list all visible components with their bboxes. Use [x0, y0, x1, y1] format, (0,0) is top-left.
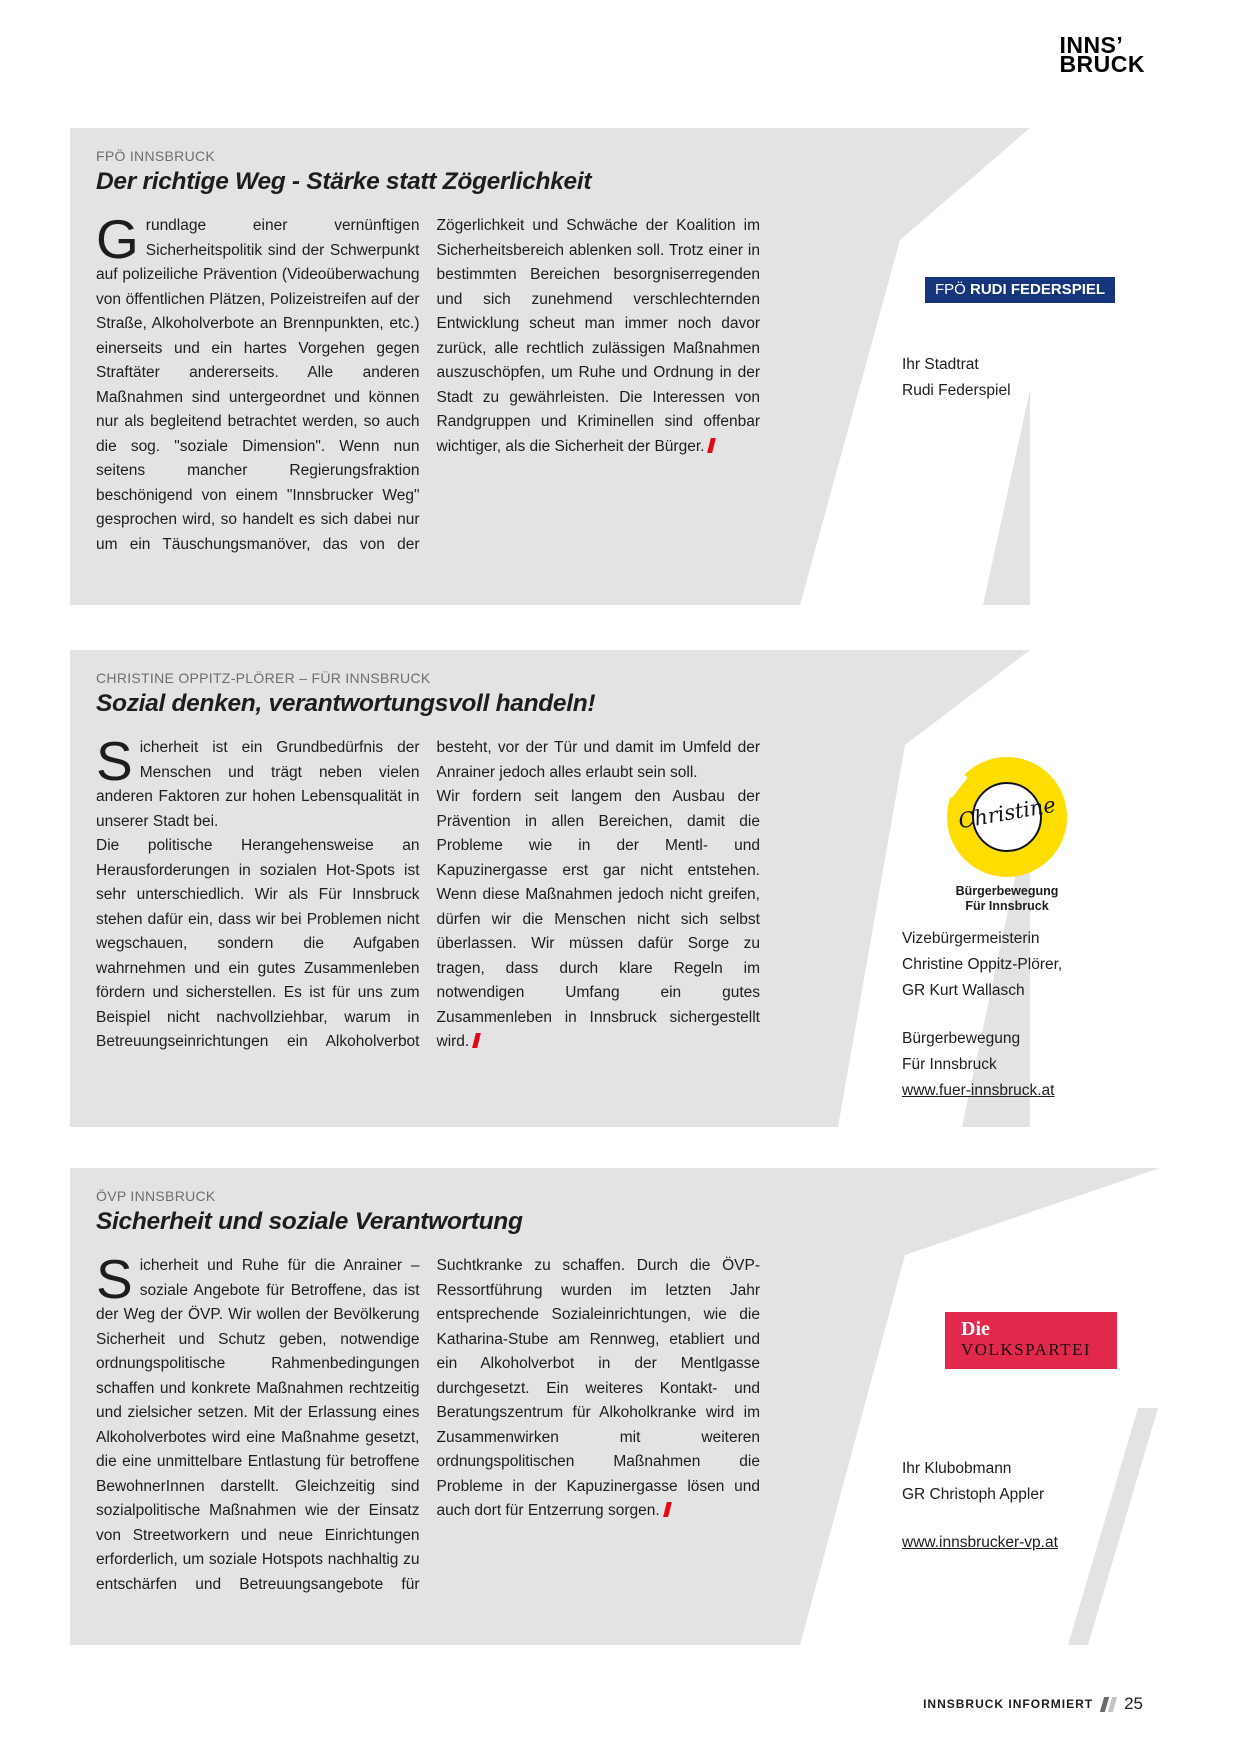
paragraph: Sicherheit und Ruhe für die Anrainer – soziale Angebote für Betroffene, das ist der Weg der ÖVP. Wir wollen der Bevölkerung Sicherheit und Schutz geben, notwendige ordnungspolitische Rahmenbedingungen schaffen und konkrete Maßnahmen rechtzeitig und zielsicher setzen. Mit der Erlassung eines Alkoholverbotes wird eine Maßnahme gesetzt, die eine unmittelbare Entlastung für betroffene BewohnerInnen darstellt. Gleichzeitig sind sozialpolitische Maßnahmen wie der Einsatz von Streetworkern und neue Einrichtungen erforderlich, um soziale Hotspots nachhaltig zu entschärfen und Betreuungsangebote für Suchtkranke zu schaffen. Durch die ÖVP-Ressortführung wurden im letzten Jahr entsprechende Sozialeinrichtungen, wie die Katharina-Stube am Rennweg, etabliert und ein Alkoholverbot in der Mentlgasse durchgesetzt. Ein weiteres Kontakt- und Beratungszentrum für Alkoholkranke wird im Zusammenwirken mit weiteren ordnungspolitischen Maßnahmen die Probleme in der Kapuzinergasse lösen und auch dort für Entzerrung sorgen.: [96, 1254, 760, 1593]
logo-line-1: INNS’: [1059, 32, 1124, 58]
org-line: Bürgerbewegung: [902, 1030, 1021, 1047]
christine-c-icon: [947, 757, 1067, 877]
byline-role: Ihr Stadtrat: [902, 356, 979, 373]
fuer-innsbruck-logo: [947, 757, 1067, 914]
sidebar-byline: [902, 352, 1011, 404]
logo-caption: Bürgerbewegung Für Innsbruck: [955, 884, 1059, 913]
byline-name: Christine Oppitz-Plörer,: [902, 956, 1063, 973]
page-footer: [923, 1694, 1143, 1714]
byline-name: GR Christoph Appler: [902, 1486, 1045, 1503]
paragraph: Grundlage einer vernünftigen Sicherheitspolitik sind der Schwerpunkt auf polizeiliche Prävention (Videoüberwachung von öffentlichen Plätzen, Polizeistreifen auf der Straße, Alkoholverbote an Brennpunkten, etc.) einerseits und ein hartes Vorgehen gegen Straftäter andererseits. Alle anderen Maßnahmen sind untergeordnet und können nur als begleitend betrachtet werden, so auch die sog. "soziale Dimension". Wenn nun seitens mancher Regierungsfraktion beschönigend von einem "Innsbrucker Weg" gesprochen wird, so handelt es sich dabei nur um ein Täuschungsmanöver, das von der Zögerlichkeit und Schwäche der Koalition im Sicherheitsbereich ablenken soll. Trotz einer in bestimmten Bereichen besorgniserregenden und sich zunehmend verschlechternden Entwicklung scheut man immer noch davor zurück, alle rechtlich zulässigen Maßnahmen auszuschöpfen, um Ruhe und Ordnung in der Stadt zu gewährleisten. Die Interessen von Randgruppen und Kriminellen sind offenbar wichtiger, als die Sicherheit der Bürger.: [96, 214, 760, 553]
footer-slash-icon: [1102, 1697, 1115, 1712]
article-kicker: CHRISTINE OPPITZ-PLÖRER – FÜR INNSBRUCK: [96, 670, 431, 686]
article-body: [96, 736, 760, 1093]
innsbruck-city-logo: [1059, 32, 1145, 77]
page-number: 25: [1124, 1694, 1143, 1713]
paragraph: Wir fordern seit langem den Ausbau der Prävention in allen Bereichen, damit die Probleme wie in der Mentl- und Kapuzinergasse erst gar nicht entstehen. Wenn diese Maßnahmen jedoch nicht greifen, dürfen wir die Menschen nicht sich selbst überlassen. Wir müssen dafür Sorge zu tragen, dass durch klare Regeln im notwendigen Umfang ein gutes Zusammenleben in Innsbruck sichergestellt wird.: [436, 788, 760, 1050]
article-title: Der richtige Weg - Stärke statt Zögerlichkeit: [96, 168, 592, 195]
sidebar-byline: [902, 926, 1062, 1004]
paragraph: Sicherheit ist ein Grundbedürfnis der Menschen und trägt neben vielen anderen Faktoren zur hohen Lebensqualität in unserer Stadt bei.: [96, 736, 420, 830]
paragraph: Die politische Herangehensweise an Herausforderungen in sozialen Hot-Spots ist sehr unterschiedlich. Wir als Für Innsbruck stehen dafür ein, dass wir bei Problemen nicht wegschauen, sondern die Aufgaben wahrnehmen und ein gutes Zusammenleben fördern und sicherstellen. Es ist für uns zum Beispiel nicht nachvollziehbar, warum in Betreuungseinrichtungen ein Alkoholverbot besteht, vor der Tür und damit im Umfeld der Anrainer jedoch alles erlaubt sein soll.: [96, 739, 760, 1050]
red-slash-mark: [663, 1502, 672, 1517]
byline-name: Rudi Federspiel: [902, 382, 1011, 399]
byline-role: Vizebürgermeisterin: [902, 930, 1040, 947]
fuer-innsbruck-website-link[interactable]: www.fuer-innsbruck.at: [902, 1082, 1055, 1099]
logo-line-2: BRUCK: [1059, 51, 1145, 77]
org-line: Für Innsbruck: [902, 1056, 997, 1073]
article-kicker: ÖVP INNSBRUCK: [96, 1188, 216, 1204]
byline-name: GR Kurt Wallasch: [902, 982, 1025, 999]
volkspartei-logo: [945, 1312, 1117, 1369]
fpoe-name-badge: [925, 277, 1115, 303]
article-kicker: FPÖ INNSBRUCK: [96, 148, 216, 164]
politician-name: RUDI FEDERSPIEL: [970, 281, 1106, 298]
article-title: Sozial denken, verantwortungsvoll handeln!: [96, 690, 596, 717]
article-body: [96, 1254, 760, 1611]
magazine-name: INNSBRUCK INFORMIERT: [923, 1697, 1094, 1711]
party-label: FPÖ: [935, 281, 966, 298]
sidebar-organisation: [902, 1026, 1054, 1104]
article-fuer-innsbruck: [70, 650, 1170, 1127]
article-body: [96, 214, 760, 561]
article-fpoe: [70, 128, 1170, 605]
red-slash-mark: [472, 1033, 481, 1048]
drop-cap: G: [96, 214, 139, 270]
article-oevp: [70, 1168, 1170, 1645]
sidebar-byline: [902, 1456, 1044, 1508]
drop-cap: S: [96, 1254, 133, 1310]
byline-role: Ihr Klubobmann: [902, 1460, 1012, 1477]
red-slash-mark: [708, 438, 717, 453]
article-title: Sicherheit und soziale Verantwortung: [96, 1208, 523, 1235]
drop-cap: S: [96, 736, 133, 792]
signature-text: Christine: [956, 792, 1058, 834]
oevp-website-link[interactable]: www.innsbrucker-vp.at: [902, 1534, 1058, 1551]
logo-line-die: Die: [961, 1318, 990, 1340]
logo-line-volkspartei: VOLKSPARTEI: [961, 1340, 1092, 1359]
